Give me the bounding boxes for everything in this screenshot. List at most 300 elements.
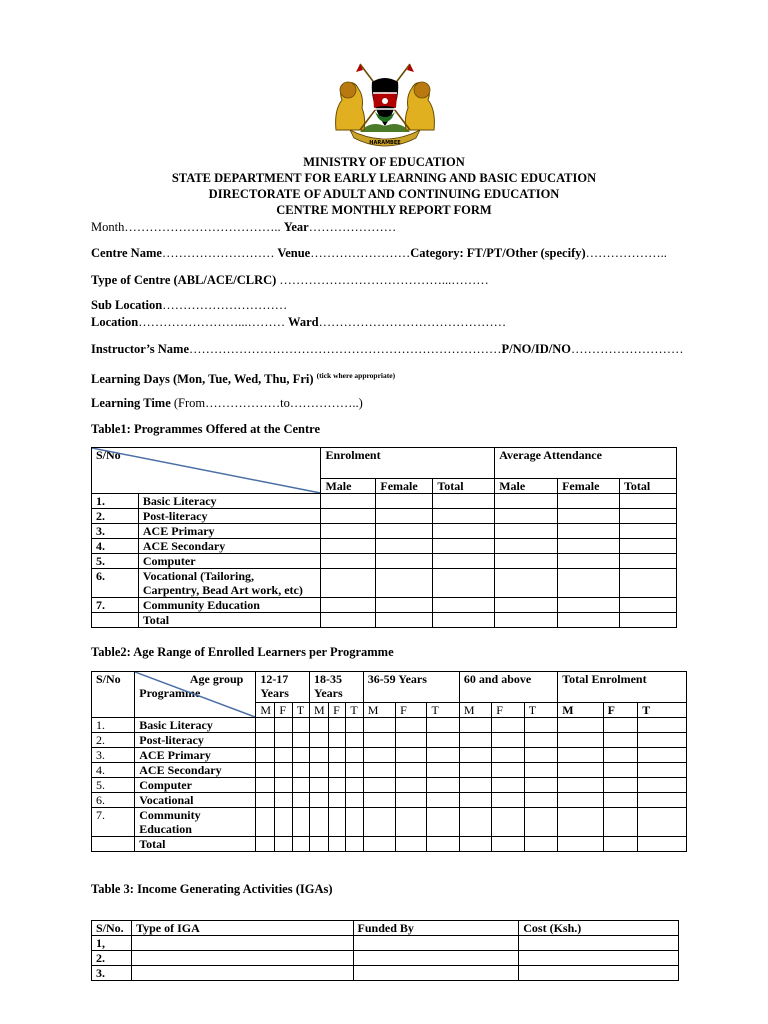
learning-days-label: Learning Days (Mon, Tue, Wed, Thu, Fri): [91, 372, 314, 386]
sub-location-field[interactable]: …………………………: [162, 298, 288, 312]
table-row: [92, 554, 677, 569]
cell[interactable]: [376, 509, 433, 524]
sub-location-line: [91, 297, 287, 313]
learning-days-line: [91, 368, 395, 387]
programme-name: Vocational: [135, 793, 256, 808]
cell[interactable]: [519, 951, 679, 966]
table-row: [92, 763, 687, 778]
row-number: 5.: [92, 554, 139, 569]
cell[interactable]: [427, 718, 459, 733]
cell[interactable]: [321, 524, 376, 539]
average-attendance-header: Average Attendance: [495, 448, 677, 479]
cell[interactable]: [292, 733, 309, 748]
cell[interactable]: [524, 793, 558, 808]
age-12-17-line1: 12-17: [260, 672, 289, 686]
cell[interactable]: [620, 509, 677, 524]
cell[interactable]: [275, 733, 292, 748]
cell[interactable]: [638, 748, 687, 763]
cell[interactable]: [620, 554, 677, 569]
row-number: 1.: [92, 718, 135, 733]
cell[interactable]: [492, 808, 524, 837]
programme-name: Community Education: [138, 598, 321, 613]
cell[interactable]: [427, 733, 459, 748]
programme-name: Computer: [138, 554, 321, 569]
type-of-centre-label: Type of Centre (ABL/ACE/CLRC): [91, 273, 277, 287]
cell[interactable]: [363, 718, 395, 733]
cell[interactable]: [396, 733, 427, 748]
cell[interactable]: [427, 793, 459, 808]
total-label: Total: [135, 837, 256, 852]
cell[interactable]: [524, 808, 558, 837]
cell[interactable]: [524, 748, 558, 763]
cell[interactable]: [433, 524, 495, 539]
instructor-line: [91, 341, 683, 357]
cell[interactable]: [495, 494, 558, 509]
cell[interactable]: [459, 763, 491, 778]
table-row: [92, 509, 677, 524]
cell[interactable]: [396, 718, 427, 733]
category-label: Category: FT/PT/Other (specify): [410, 246, 586, 260]
cell[interactable]: [492, 748, 524, 763]
cell[interactable]: [492, 763, 524, 778]
cell[interactable]: [376, 554, 433, 569]
cell[interactable]: [292, 748, 309, 763]
table3-sno-header: S/No.: [92, 921, 132, 936]
cell[interactable]: [363, 778, 395, 793]
cell[interactable]: [292, 763, 309, 778]
cell[interactable]: [524, 718, 558, 733]
m-header: M: [256, 703, 275, 718]
cell[interactable]: [353, 966, 519, 981]
cell[interactable]: [329, 763, 346, 778]
cell[interactable]: [433, 613, 495, 628]
cell[interactable]: [427, 837, 459, 852]
venue-field[interactable]: ……………………: [310, 246, 411, 260]
year-label: Year: [283, 220, 309, 234]
cell[interactable]: [256, 837, 275, 852]
cell[interactable]: [396, 837, 427, 852]
cell[interactable]: [321, 569, 376, 598]
cell[interactable]: [363, 748, 395, 763]
f-header: F: [396, 703, 427, 718]
cell[interactable]: [376, 539, 433, 554]
table-row: [92, 778, 687, 793]
cell[interactable]: [363, 763, 395, 778]
cell[interactable]: [638, 718, 687, 733]
f-header: F: [492, 703, 524, 718]
cell[interactable]: [292, 718, 309, 733]
row-number: 2.: [92, 951, 132, 966]
cell[interactable]: [495, 569, 558, 598]
type-of-iga-header: Type of IGA: [131, 921, 353, 936]
t-header: T: [427, 703, 459, 718]
type-of-centre-field[interactable]: …………………………………...………: [276, 273, 489, 287]
cell[interactable]: [310, 837, 329, 852]
enrolment-header: Enrolment: [321, 448, 495, 479]
programme-name-line2: Carpentry, Bead Art work, etc): [142, 583, 303, 597]
cell[interactable]: [603, 837, 638, 852]
cell[interactable]: [603, 733, 638, 748]
cell[interactable]: [603, 718, 638, 733]
cell[interactable]: [558, 613, 620, 628]
centre-name-field[interactable]: ………………………: [161, 246, 275, 260]
cell[interactable]: [346, 718, 363, 733]
programme-name: [138, 569, 321, 598]
ward-field[interactable]: ………………………………………: [318, 315, 507, 329]
cell[interactable]: [620, 494, 677, 509]
pno-field[interactable]: ………………………: [570, 342, 684, 356]
t-header: T: [638, 703, 687, 718]
cell[interactable]: [459, 748, 491, 763]
cell[interactable]: [459, 733, 491, 748]
table-row: [92, 733, 687, 748]
cell[interactable]: [558, 524, 620, 539]
table-row: [92, 524, 677, 539]
cell[interactable]: [363, 837, 395, 852]
form-title: CENTRE MONTHLY REPORT FORM: [276, 203, 492, 217]
table1-sno-header: S/No: [96, 448, 121, 462]
cell[interactable]: [329, 837, 346, 852]
cell[interactable]: [495, 539, 558, 554]
cell[interactable]: [558, 793, 603, 808]
location-field[interactable]: ……………………...………: [138, 315, 286, 329]
cell[interactable]: [275, 793, 292, 808]
total-enrolment-header: Total Enrolment: [558, 672, 687, 703]
age-group-label: Age group: [189, 672, 244, 686]
programme-name: ACE Primary: [138, 524, 321, 539]
cell[interactable]: [256, 778, 275, 793]
attendance-male-header: Male: [495, 479, 558, 494]
cell[interactable]: [459, 718, 491, 733]
cell[interactable]: [459, 808, 491, 837]
m-header: M: [558, 703, 603, 718]
venue-label: Venue: [274, 246, 311, 260]
attendance-female-header: Female: [558, 479, 620, 494]
cell[interactable]: [638, 733, 687, 748]
cell[interactable]: [603, 763, 638, 778]
from-label: (From: [170, 396, 206, 410]
cell[interactable]: [376, 613, 433, 628]
programme-name-line1: Vocational (Tailoring,: [142, 569, 255, 583]
cell[interactable]: [346, 808, 363, 837]
cell[interactable]: [433, 554, 495, 569]
cell[interactable]: [363, 793, 395, 808]
cell[interactable]: [292, 793, 309, 808]
from-field[interactable]: ………………: [205, 396, 281, 410]
cell[interactable]: [492, 778, 524, 793]
row-number: 2.: [92, 509, 139, 524]
table-row: [92, 598, 677, 613]
cell[interactable]: [433, 539, 495, 554]
cell[interactable]: [346, 793, 363, 808]
diagonal-line-icon: [135, 672, 255, 717]
row-number: 7.: [92, 598, 139, 613]
table1-caption: Table1: Programmes Offered at the Centre: [91, 422, 320, 436]
programme-name: Post-literacy: [135, 733, 256, 748]
learning-days-note: (tick where appropriate): [316, 371, 396, 380]
cell[interactable]: [346, 837, 363, 852]
cell[interactable]: [638, 808, 687, 837]
cell[interactable]: [558, 778, 603, 793]
cell[interactable]: [396, 808, 427, 837]
m-header: M: [310, 703, 329, 718]
cell[interactable]: [321, 613, 376, 628]
table-row: [92, 936, 679, 951]
cell[interactable]: [310, 748, 329, 763]
cell[interactable]: [376, 569, 433, 598]
cell[interactable]: [603, 793, 638, 808]
location-ward-line: [91, 314, 506, 330]
cell[interactable]: [495, 598, 558, 613]
cell[interactable]: [256, 793, 275, 808]
cell[interactable]: [292, 808, 309, 837]
cell[interactable]: [495, 613, 558, 628]
cell[interactable]: [329, 778, 346, 793]
cell[interactable]: [275, 748, 292, 763]
cell[interactable]: [292, 778, 309, 793]
cell[interactable]: [427, 808, 459, 837]
cost-header: Cost (Ksh.): [519, 921, 679, 936]
cell[interactable]: [558, 598, 620, 613]
cell[interactable]: [131, 936, 353, 951]
table2-caption: Table2: Age Range of Enrolled Learners per Programme: [91, 645, 394, 659]
cell[interactable]: [275, 808, 292, 837]
cell[interactable]: [396, 748, 427, 763]
instructor-name-field[interactable]: …………………………………………………………………: [189, 342, 502, 356]
t-header: T: [524, 703, 558, 718]
to-label: to: [280, 396, 290, 410]
state-department-heading: STATE DEPARTMENT FOR EARLY LEARNING AND BASIC EDUCATION: [171, 171, 597, 185]
cell[interactable]: [321, 509, 376, 524]
cell[interactable]: [256, 718, 275, 733]
cell[interactable]: [353, 936, 519, 951]
cell[interactable]: [620, 569, 677, 598]
table2-sno-header: S/No: [92, 672, 135, 718]
age-12-17-header: [256, 672, 310, 703]
year-field[interactable]: …………………: [308, 220, 397, 234]
to-field[interactable]: ……………..): [289, 396, 363, 410]
cell[interactable]: [558, 494, 620, 509]
programme-name: ACE Secondary: [138, 539, 321, 554]
table-row: [92, 808, 687, 837]
cell[interactable]: [492, 733, 524, 748]
cell[interactable]: [376, 524, 433, 539]
age-36-59-header: 36-59 Years: [363, 672, 459, 703]
age-range-table: [91, 671, 687, 852]
cell[interactable]: [396, 778, 427, 793]
pno-label: P/NO/ID/NO: [501, 342, 571, 356]
total-label: Total: [138, 613, 321, 628]
cell[interactable]: [620, 598, 677, 613]
cell[interactable]: [524, 778, 558, 793]
programmes-table: [91, 447, 677, 628]
cell[interactable]: [495, 509, 558, 524]
programme-name: ACE Primary: [135, 748, 256, 763]
cell[interactable]: [275, 837, 292, 852]
cell[interactable]: [329, 793, 346, 808]
row-number: 7.: [92, 808, 135, 837]
cell[interactable]: [346, 778, 363, 793]
cell[interactable]: [459, 778, 491, 793]
cell[interactable]: [459, 793, 491, 808]
cell[interactable]: [131, 966, 353, 981]
cell[interactable]: [310, 763, 329, 778]
cell[interactable]: [620, 524, 677, 539]
cell[interactable]: [603, 748, 638, 763]
ward-label: Ward: [285, 315, 319, 329]
f-header: F: [603, 703, 638, 718]
cell[interactable]: [396, 763, 427, 778]
attendance-total-header: Total: [620, 479, 677, 494]
m-header: M: [459, 703, 491, 718]
cell[interactable]: [519, 936, 679, 951]
cell[interactable]: [459, 837, 491, 852]
iga-table: [91, 920, 679, 981]
row-number: 6.: [92, 569, 139, 598]
cell[interactable]: [603, 778, 638, 793]
cell[interactable]: [329, 808, 346, 837]
row-number: 6.: [92, 793, 135, 808]
cell[interactable]: [376, 598, 433, 613]
row-number: 3.: [92, 524, 139, 539]
cell[interactable]: [558, 509, 620, 524]
programme-name: Post-literacy: [138, 509, 321, 524]
cell[interactable]: [524, 733, 558, 748]
cell[interactable]: [638, 837, 687, 852]
age-18-35-line1: 18-35: [314, 672, 342, 686]
cell[interactable]: [492, 837, 524, 852]
diagonal-line-icon: [92, 448, 320, 493]
cell[interactable]: [492, 793, 524, 808]
cell[interactable]: [495, 524, 558, 539]
ministry-heading: MINISTRY OF EDUCATION: [303, 155, 465, 169]
m-header: M: [363, 703, 395, 718]
cell[interactable]: [292, 837, 309, 852]
programme-name: Basic Literacy: [135, 718, 256, 733]
table-row: [92, 748, 687, 763]
age-18-35-line2: Years: [314, 686, 343, 700]
cell[interactable]: [558, 808, 603, 837]
cell[interactable]: [433, 598, 495, 613]
cell[interactable]: [275, 778, 292, 793]
cell[interactable]: [363, 808, 395, 837]
t-header: T: [292, 703, 309, 718]
cell[interactable]: [620, 613, 677, 628]
cell[interactable]: [558, 837, 603, 852]
age-range-body: [92, 718, 687, 852]
cell[interactable]: [363, 733, 395, 748]
cell[interactable]: [519, 966, 679, 981]
type-of-centre-line: [91, 272, 489, 288]
cell[interactable]: [321, 554, 376, 569]
cell[interactable]: [275, 718, 292, 733]
cell[interactable]: [558, 554, 620, 569]
cell[interactable]: [558, 539, 620, 554]
empty-cell: [92, 837, 135, 852]
cell[interactable]: [524, 837, 558, 852]
cell[interactable]: [492, 718, 524, 733]
cell[interactable]: [346, 733, 363, 748]
month-field[interactable]: ………………………………..: [124, 220, 284, 234]
cell[interactable]: [558, 718, 603, 733]
enrolment-female-header: Female: [376, 479, 433, 494]
cell[interactable]: [558, 569, 620, 598]
table-row: [92, 951, 679, 966]
cell[interactable]: [376, 494, 433, 509]
cell[interactable]: [256, 808, 275, 837]
programme-name-line1: Community: [139, 808, 201, 822]
cell[interactable]: [495, 554, 558, 569]
cell[interactable]: [638, 763, 687, 778]
t-header: T: [346, 703, 363, 718]
cell[interactable]: [427, 763, 459, 778]
cell[interactable]: [558, 733, 603, 748]
cell[interactable]: [329, 718, 346, 733]
cell[interactable]: [638, 778, 687, 793]
category-field[interactable]: ………………..: [585, 246, 667, 260]
cell[interactable]: [321, 539, 376, 554]
funded-by-header: Funded By: [353, 921, 519, 936]
cell[interactable]: [329, 748, 346, 763]
cell[interactable]: [433, 509, 495, 524]
cell[interactable]: [427, 778, 459, 793]
cell[interactable]: [433, 494, 495, 509]
cell[interactable]: [346, 748, 363, 763]
cell[interactable]: [427, 748, 459, 763]
cell[interactable]: [275, 763, 292, 778]
enrolment-total-header: Total: [433, 479, 495, 494]
cell[interactable]: [620, 539, 677, 554]
cell[interactable]: [433, 569, 495, 598]
row-number: 1,: [92, 936, 132, 951]
age-12-17-line2: Years: [260, 686, 289, 700]
cell[interactable]: [558, 763, 603, 778]
row-number: 3.: [92, 966, 132, 981]
cell[interactable]: [346, 763, 363, 778]
table-row: [92, 539, 677, 554]
cell[interactable]: [131, 951, 353, 966]
learning-time-label: Learning Time: [91, 396, 171, 410]
cell[interactable]: [310, 793, 329, 808]
cell[interactable]: [256, 733, 275, 748]
cell[interactable]: [310, 808, 329, 837]
row-number: 3.: [92, 748, 135, 763]
cell[interactable]: [321, 598, 376, 613]
sno-diagonal-header: [92, 448, 321, 494]
cell[interactable]: [638, 793, 687, 808]
row-number: 4.: [92, 539, 139, 554]
cell[interactable]: [603, 808, 638, 837]
cell[interactable]: [524, 763, 558, 778]
programme-name: Basic Literacy: [138, 494, 321, 509]
month-label: Month: [91, 220, 125, 234]
age-group-diagonal-header: [135, 672, 256, 718]
cell[interactable]: [396, 793, 427, 808]
cell[interactable]: [353, 951, 519, 966]
table-row: [92, 793, 687, 808]
cell[interactable]: [558, 748, 603, 763]
cell[interactable]: [310, 733, 329, 748]
cell[interactable]: [329, 733, 346, 748]
cell[interactable]: [256, 748, 275, 763]
cell[interactable]: [321, 494, 376, 509]
centre-venue-line: [91, 245, 667, 261]
cell[interactable]: [310, 778, 329, 793]
cell[interactable]: [256, 763, 275, 778]
month-year-line: [91, 219, 396, 235]
crest-motto: HARAMBEE: [369, 140, 401, 146]
cell[interactable]: [310, 718, 329, 733]
